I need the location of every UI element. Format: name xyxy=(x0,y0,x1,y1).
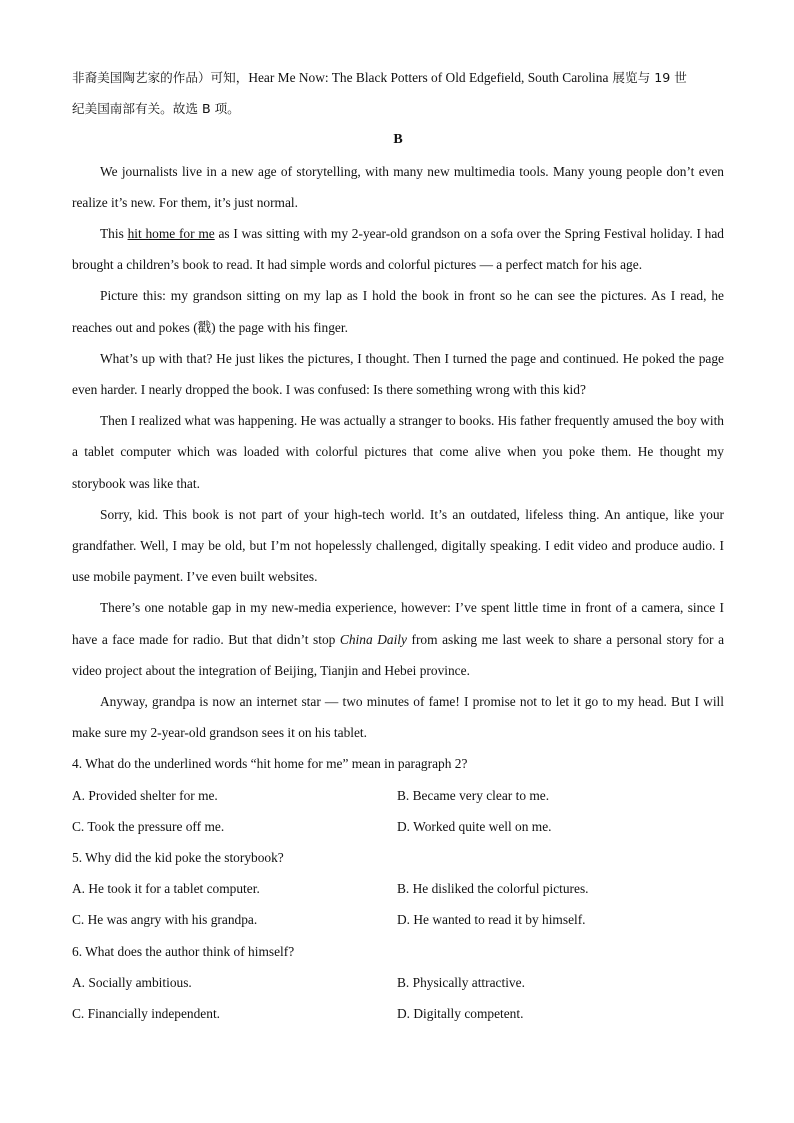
document-page xyxy=(72,62,724,1029)
question-5-option-b: B. He disliked the colorful pictures. xyxy=(397,881,589,897)
paragraph-8: Anyway, grandpa is now an internet star — two minutes of fame! I promise not to let it go to my head. But I will make sure my 2-year-old grandson sees it on his tablet. xyxy=(72,694,724,741)
question-6-stem: 6. What does the author think of himself? xyxy=(72,943,295,959)
question-4-option-a: A. Provided shelter for me. xyxy=(72,787,218,803)
question-6-option-b: B. Physically attractive. xyxy=(397,974,525,990)
question-6-option-a: A. Socially ambitious. xyxy=(72,974,192,990)
question-4-options-row-1 xyxy=(72,780,724,811)
paragraph-1: We journalists live in a new age of storytelling, with many new multimedia tools. Many young people don’t even realize it’s new. For them, it’s just normal. xyxy=(72,163,724,210)
paragraph-7-rest: from asking me last week to share a personal story for a video project about the integration of Beijing, Tianjin and Hebei province. xyxy=(72,631,725,678)
question-6-options-row-2 xyxy=(72,998,724,1029)
paragraph-4: What’s up with that? He just likes the pictures, I thought. Then I turned the page and continued. He poked the page even harder. I nearly dropped the book. I was confused: Is there something wrong with this kid? xyxy=(72,350,724,398)
question-6-options-row-1 xyxy=(72,967,724,998)
underlined-phrase: hit home for me xyxy=(127,226,215,242)
question-4-option-c: C. Took the pressure off me. xyxy=(72,818,225,834)
question-4-options-row-2 xyxy=(72,811,724,842)
intro-line-1 xyxy=(72,62,724,93)
paragraph-7-start: There’s one notable gap in my new-media experience, however: I’ve spent little time in front of a camera, since I have a face made for radio. But that didn’t stop xyxy=(72,600,724,647)
intro-cn-b: 展览与 19 世 xyxy=(608,70,687,85)
question-5-option-d: D. He wanted to read it by himself. xyxy=(397,912,586,928)
intro-exhibit-title: Hear Me Now: The Black Potters of Old Edgefield, South Carolina xyxy=(248,70,609,85)
paragraph-7 xyxy=(72,592,724,686)
newspaper-name: China Daily xyxy=(339,631,407,647)
intro-cn-line-2: 纪美国南部有关。故选 B 项。 xyxy=(72,101,240,117)
question-5-stem: 5. Why did the kid poke the storybook? xyxy=(72,850,284,866)
intro-line-2 xyxy=(72,93,724,124)
paragraph-6: Sorry, kid. This book is not part of your high-tech world. It’s an outdated, lifeless thing. An antique, like your grandfather. Well, I may be old, but I’m not hopelessly challenged, digitally speaking. I edit video and produce audio. I use mobile payment. I’ve even built websites. xyxy=(72,506,724,585)
paragraph-2 xyxy=(72,218,724,280)
section-title: B xyxy=(393,132,403,148)
paragraph-2-start: This xyxy=(100,226,128,242)
question-6-option-c: C. Financially independent. xyxy=(72,1006,221,1022)
question-6-option-d: D. Digitally competent. xyxy=(397,1006,524,1022)
question-5-option-a: A. He took it for a tablet computer. xyxy=(72,881,260,897)
question-4-option-b: B. Became very clear to me. xyxy=(397,787,550,803)
question-5-option-c: C. He was angry with his grandpa. xyxy=(72,912,258,928)
paragraph-2-rest: as I was sitting with my 2-year-old grandson on a sofa over the Spring Festival holiday. I had brought a children’s book to read. It had simple words and colorful pictures — a perfect match for his age. xyxy=(72,226,725,273)
question-4-stem: 4. What do the underlined words “hit home for me” mean in paragraph 2? xyxy=(72,756,468,772)
intro-cn-a: 非裔美国陶艺家的作品）可知， xyxy=(72,70,249,85)
question-5-options-row-2 xyxy=(72,904,724,935)
question-4-option-d: D. Worked quite well on me. xyxy=(397,818,552,834)
paragraph-5: Then I realized what was happening. He was actually a stranger to books. His father frequently amused the boy with a tablet computer which was loaded with colorful pictures that come alive when you poke them. He thought my storybook was like that. xyxy=(72,413,724,491)
question-5-options-row-1 xyxy=(72,873,724,904)
paragraph-3: Picture this: my grandson sitting on my lap as I hold the book in front so he can see the pictures. As I read, he reaches out and pokes (戳) the page with his finger. xyxy=(72,288,724,335)
